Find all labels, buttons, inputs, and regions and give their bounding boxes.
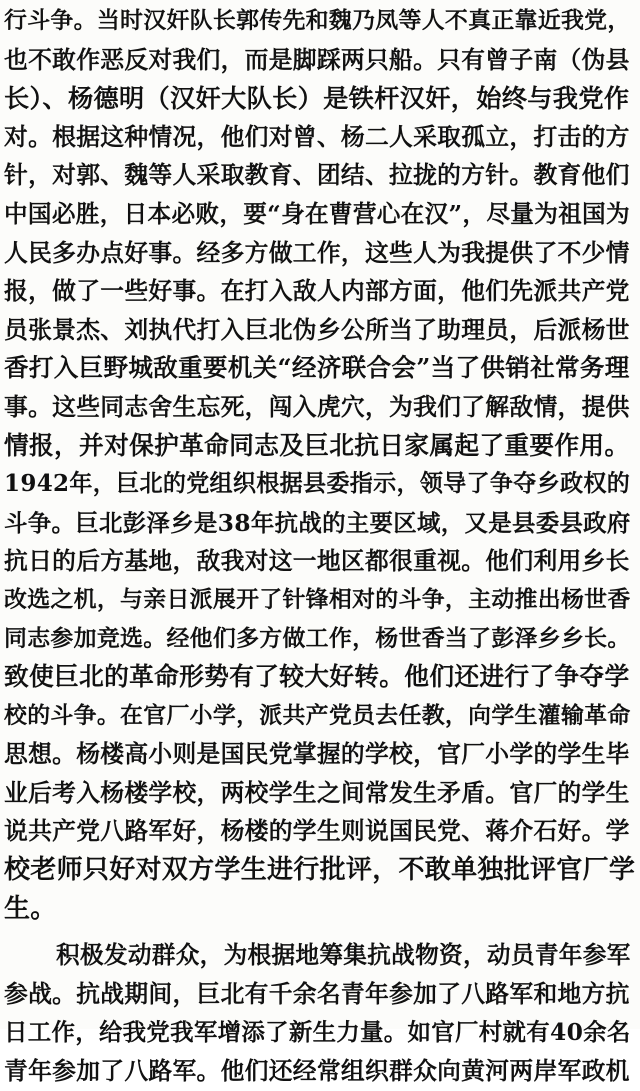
text-line: 积极发动群众，为根据地筹集抗战物资，动员青年参军 bbox=[56, 941, 631, 970]
text-line: 青年参加了八路军。他们还经常组织群众向黄河两岸军政机 bbox=[4, 1057, 630, 1086]
text-line: 员张景杰、刘执代打入巨北伪乡公所当了助理员，后派杨世 bbox=[4, 315, 630, 344]
text-line: 同志参加竞选。经他们多方做工作，杨世香当了彭泽乡乡长。 bbox=[4, 624, 631, 652]
text-line: 参战。抗战期间，巨北有千余名青年参加了八路军和地方抗 bbox=[4, 979, 630, 1008]
text-line: 日工作，给我党我军增添了新生力量。如官厂村就有40余名 bbox=[4, 1018, 631, 1047]
body-text bbox=[4, 2, 636, 1091]
text-line: 中国必胜，日本必败，要“身在曹营心在汉”，尽量为祖国为 bbox=[4, 199, 630, 228]
text-line: 长）、杨德明（汉奸大队长）是铁杆汉奸，始终与我党作 bbox=[4, 83, 630, 114]
text-line: 生。 bbox=[4, 893, 57, 924]
text-line: 校老师只好对双方学生进行批评，不敢单独批评官厂学 bbox=[4, 855, 636, 886]
text-line: 业后考入杨楼学校，两校学生之间常发生矛盾。官厂的学生 bbox=[4, 778, 630, 807]
text-line: 香打入巨野城敌重要机关“经济联合会”当了供销社常务理 bbox=[4, 353, 630, 383]
text-line: 针，对郭、魏等人采取教育、团结、拉拢的方针。教育他们 bbox=[4, 161, 630, 190]
text-line: 斗争。巨北彭泽乡是38年抗战的主要区域，又是县委县政府 bbox=[4, 508, 631, 537]
text-line: 思想。杨楼高小则是国民党掌握的学校，官厂小学的学生毕 bbox=[4, 740, 630, 769]
text-line: 抗日的后方基地，敌我对这一地区都很重视。他们利用乡长 bbox=[4, 547, 630, 576]
text-line: 改选之机，与亲日派展开了针锋相对的斗争，主动推出杨世香 bbox=[4, 585, 631, 613]
text-line: 人民多办点好事。经多方做工作，这些人为我提供了不少情 bbox=[4, 238, 630, 267]
text-line: 1942年，巨北的党组织根据县委指示，领导了争夺乡政权的 bbox=[4, 470, 631, 498]
paragraph bbox=[4, 2, 636, 928]
text-line: 行斗争。当时汉奸队长郭传先和魏乃凤等人不真正靠近我党， bbox=[4, 7, 631, 34]
text-line: 校的斗争。在官厂小学，派共产党员去任教，向学生灌输革命 bbox=[4, 701, 631, 729]
text-line: 说共产党八路军好，杨楼的学生则说国民党、蒋介石好。学 bbox=[4, 817, 630, 846]
text-line: 情报，并对保护革命同志及巨北抗日家属起了重要作用。 bbox=[4, 430, 630, 460]
text-line: 事。这些同志舍生忘死，闯入虎穴，为我们了解敌情，提供 bbox=[4, 392, 630, 421]
text-line: 对。根据这种情况，他们对曾、杨二人采取孤立，打击的方 bbox=[4, 122, 630, 151]
text-line: 致使巨北的革命形势有了较大好转。他们还进行了争夺学 bbox=[4, 662, 630, 692]
text-line: 报，做了一些好事。在打入敌人内部方面，他们先派共产党 bbox=[4, 277, 630, 306]
paragraph bbox=[4, 936, 636, 1090]
text-line: 也不敢作恶反对我们，而是脚踩两只船。只有曾子南（伪县 bbox=[4, 45, 630, 74]
